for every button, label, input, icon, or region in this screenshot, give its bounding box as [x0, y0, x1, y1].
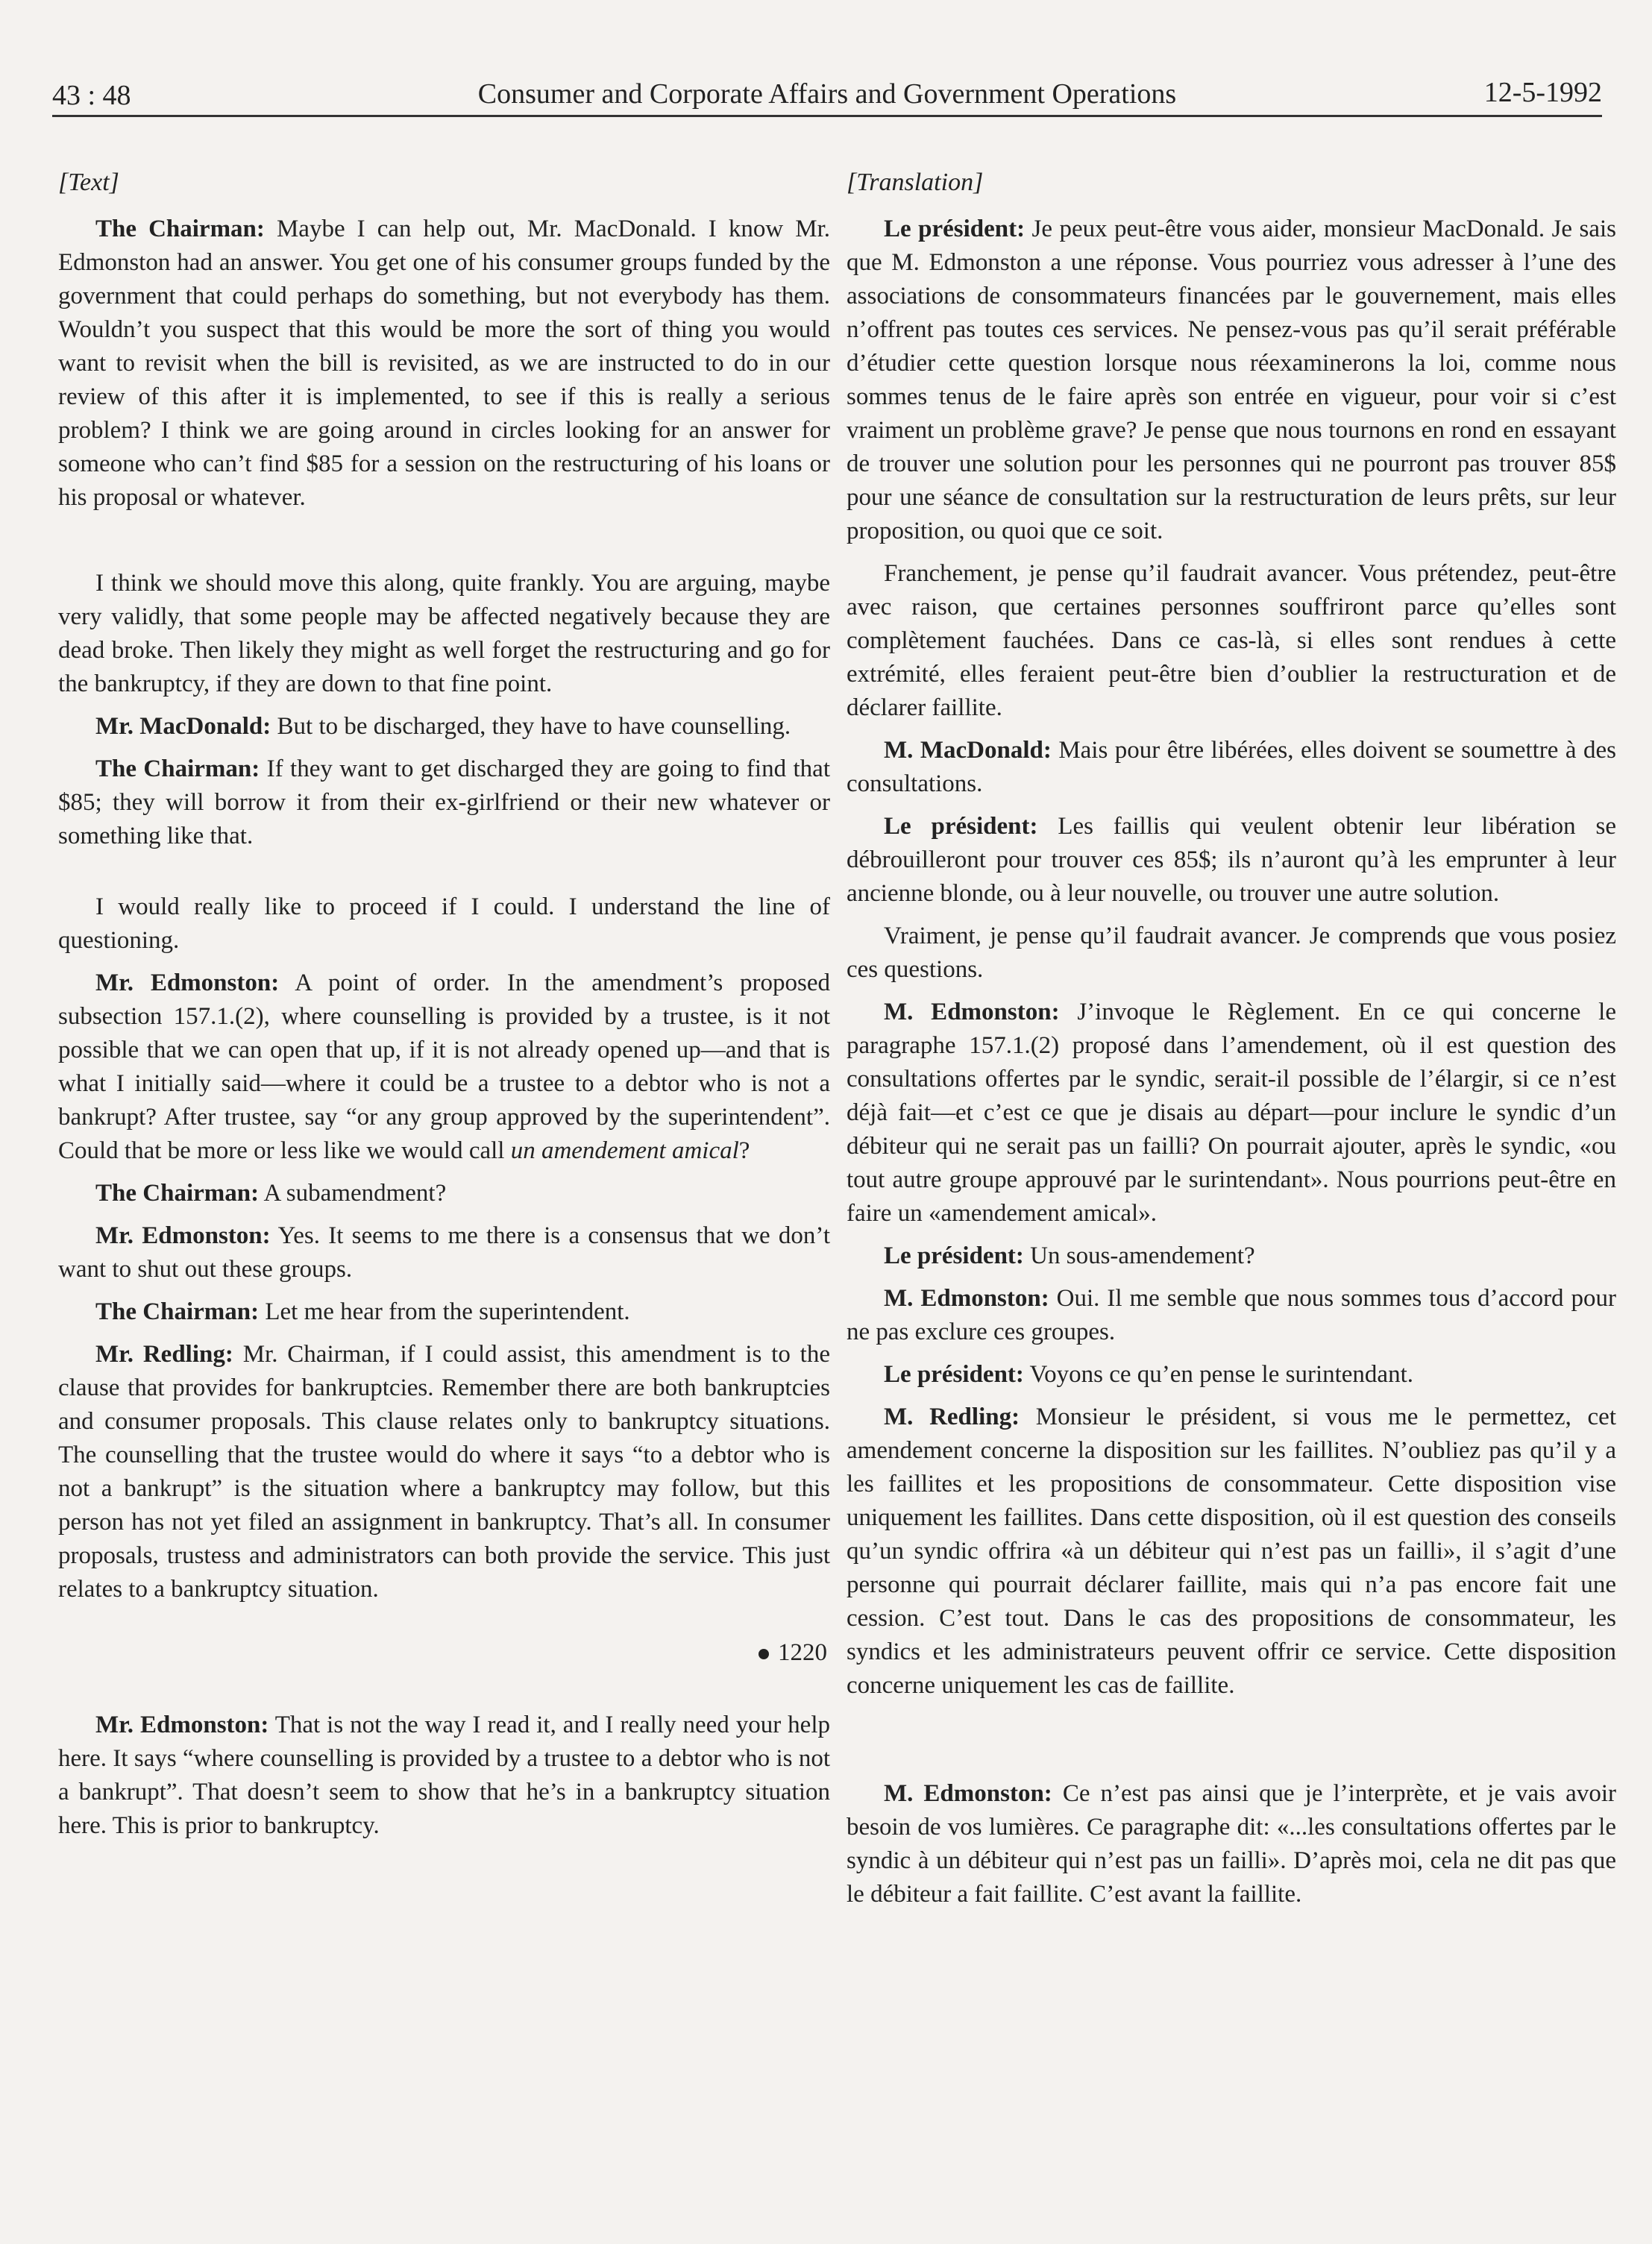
paragraph: Mr. Edmonston: That is not the way I read it, and I really need your help here. It says “where counselling is provided by a trustee to a debtor who is not a bankrupt”. That doesn’t seem to show that he’s in a bankruptcy situation here. This is prior to bankruptcy.: [58, 1712, 830, 1839]
paragraph: The Chairman: A subamendment?: [95, 1180, 447, 1207]
page-title: Consumer and Corporate Affairs and Government Operations: [477, 78, 1177, 110]
english-column: [58, 166, 830, 1852]
paragraph: The Chairman: Maybe I can help out, Mr. MacDonald. I know Mr. Edmonston had an answer. You get one of his consumer groups funded by the government that could perhaps do something, but not everybody has them. Wouldn’t you suspect that this would be more the sort of thing you would want to revisit when the bill is revisited, as we are instructed to do in our review of this after it is implemented, to see if this is really a serious problem? I think we are going around in circles looking for an answer for someone who can’t find $85 for a session on the restructuring of his loans or his proposal or whatever.: [58, 216, 831, 511]
paragraph: I would really like to proceed if I could. I understand the line of questioning.: [58, 893, 830, 954]
paragraph: Mr. Edmonston: Yes. It seems to me there is a consensus that we don’t want to shut out these groups.: [58, 1222, 830, 1283]
paragraph: Le président: Je peux peut-être vous aider, monsieur MacDonald. Je sais que M. Edmonston a une réponse. Vous pourriez vous adresser à l’une des associations de consommateurs financées par le gouvernement, mais elles n’offrent pas toutes ces services. Ne pensez-vous pas qu’il serait préférable d’étudier cette question lorsque nous réexaminerons la loi, comme nous sommes tenus de le faire après son entrée en vigueur, pour voir si c’est vraiment un problème grave? Je pense que nous tournons en rond en essayant de trouver une solution pour les personnes qui ne pourront pas trouver 85$ pour une séance de consultation sur la restructuration de leurs prêts, sur leur proposition, ou quoi que ce soit.: [847, 216, 1616, 544]
paragraph: M. Edmonston: Ce n’est pas ainsi que je l’interprète, et je vais avoir besoin de vos lumières. Ce paragraphe dit: «...les consultations offertes par le syndic à un débiteur qui n’est pas un failli». D’après moi, cela ne dit pas que le débiteur a fait faillite. C’est avant la faillite.: [847, 1780, 1616, 1908]
paragraph: The Chairman: If they want to get discharged they are going to find that $85; they will borrow it from their ex-girlfriend or their new whatever or something like that.: [58, 755, 830, 849]
paragraph: Le président: Les faillis qui veulent obtenir leur libération se débrouilleront pour trouver ces 85$; ils n’auront qu’à les emprunter à leur ancienne blonde, ou à leur nouvelle, ou trouver une autre solution.: [847, 813, 1616, 907]
paragraph: Le président: Un sous-amendement?: [884, 1242, 1255, 1269]
paragraph: Franchement, je pense qu’il faudrait avancer. Vous prétendez, peut-être avec raison, que certaines personnes souffriront parce qu’elles sont complètement fauchées. Dans ce cas-là, si elles sont rendues à cette extrémité, elles feraient peut-être bien d’oublier la restructuration et de déclarer faillite.: [847, 560, 1616, 721]
paragraph: Le président: Voyons ce qu’en pense le surintendant.: [884, 1361, 1413, 1388]
paragraph: Mr. MacDonald: But to be discharged, they have to have counselling.: [95, 713, 791, 740]
paragraph: M. Redling: Monsieur le président, si vous me le permettez, cet amendement concerne la disposition sur les faillites. N’oubliez pas qu’il y a les faillites et les propositions de consommateur. Cette disposition vise uniquement les faillites. Dans cette disposition, où il est question des conseils qu’un syndic offrira «à un débiteur qui n’est pas un failli», il s’agit d’une personne qui pourrait déclarer faillite, mais qui n’a pas encore fait une cession. C’est tout. Dans le cas des propositions de consommateur, les syndics et les administrateurs peuvent offrir ce service. Cette disposition concerne uniquement les cas de faillite.: [847, 1404, 1616, 1699]
paragraph: M. Edmonston: Oui. Il me semble que nous sommes tous d’accord pour ne pas exclure ces groupes.: [847, 1285, 1616, 1345]
column-tag: [Translation]: [847, 169, 984, 196]
page-date: 12-5-1992: [1483, 77, 1602, 108]
time-marker: 1220: [58, 1636, 830, 1670]
paragraph: M. MacDonald: Mais pour être libérées, elles doivent se soumettre à des consultations.: [847, 737, 1617, 797]
page-number: 43 : 48: [52, 80, 131, 111]
bullet-icon: [759, 1649, 769, 1659]
page-header: [52, 69, 1602, 117]
paragraph: Vraiment, je pense qu’il faudrait avancer. Je comprends que vous posiez ces questions.: [847, 923, 1616, 983]
paragraph: M. Edmonston: J’invoque le Règlement. En ce qui concerne le paragraphe 157.1.(2) proposé dans l’amendement, où il est question des consultations offertes par le syndic, serait-il possible de l’élargir, si ce n’est déjà fait—et c’est ce que je disais au départ—pour inclure le syndic d’un débiteur qui ne serait pas un failli? On pourrait ajouter, après le syndic, «ou tout autre groupe approuvé par le surintendant». Nous pourrions peut-être en faire un «amendement amical».: [847, 999, 1616, 1227]
paragraph: I think we should move this along, quite frankly. You are arguing, maybe very validly, that some people may be affected negatively because they are dead broke. Then likely they might as well forget the restructuring and go for the bankruptcy, if they are down to that fine point.: [58, 570, 830, 697]
column-tag: [Text]: [58, 169, 119, 196]
french-column: [847, 166, 1616, 1920]
paragraph: Mr. Redling: Mr. Chairman, if I could assist, this amendment is to the clause that provides for bankruptcies. Remember there are both bankruptcies and consumer proposals. This clause relates only to bankruptcy situations. The counselling that the trustee would do where it says “to a debtor who is not a bankrupt” is the situation where a bankruptcy may follow, but this person has not yet filed an assignment in bankruptcy. That’s all. In consumer proposals, trustess and administrators can both provide the service. This just relates to a bankruptcy situation.: [58, 1341, 830, 1603]
paragraph: The Chairman: Let me hear from the superintendent.: [95, 1298, 630, 1325]
paragraph: Mr. Edmonston: A point of order. In the amendment’s proposed subsection 157.1.(2), where counselling is provided by a trustee, is it not possible that we can open that up, if it is not already opened up—and that is what I initially said—where it could be a trustee to a debtor who is not a bankrupt? After trustee, say “or any group approved by the superintendent”. Could that be more or less like we would call un amendement amical?: [58, 969, 831, 1164]
